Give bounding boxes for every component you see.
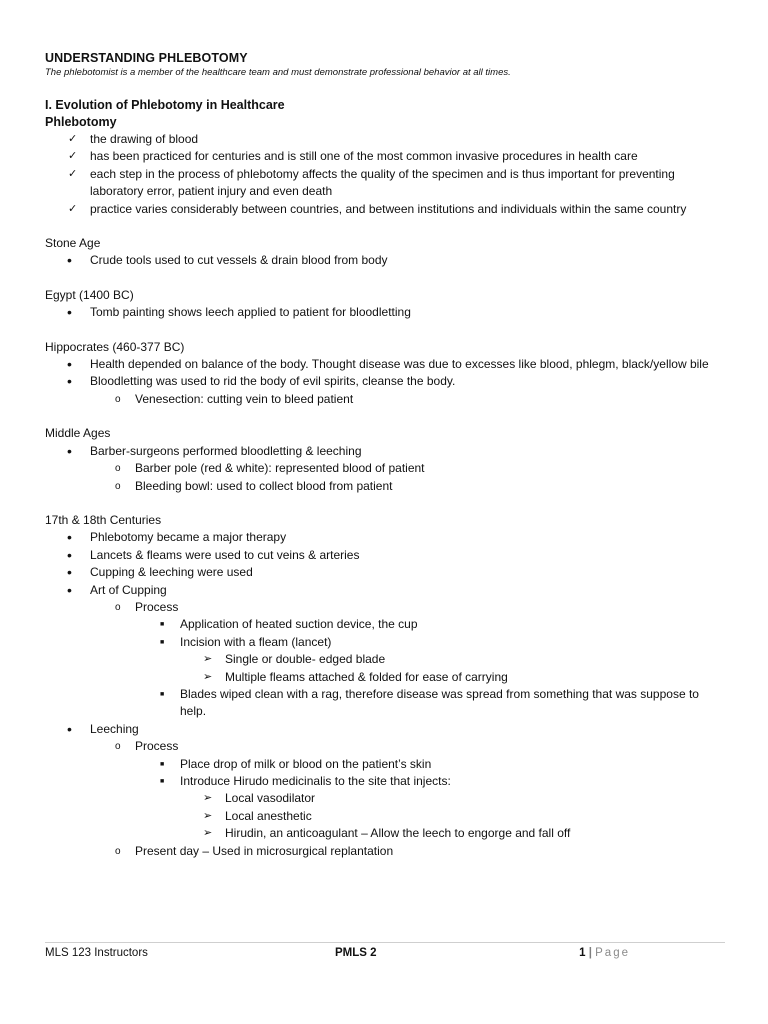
hollow-circle-icon: o: [115, 463, 121, 475]
arrow-bullet-icon: ➢: [203, 670, 213, 683]
list-item: • Leeching: [67, 720, 139, 737]
stone-age-heading: Stone Age: [45, 236, 101, 251]
checkmark-icon: ✓: [68, 202, 78, 215]
square-bullet-icon: ■: [160, 760, 165, 768]
list-item: ✓ each step in the process of phlebotomy affects the quality of the specimen and is thus important for preventing laboratory error, patient injury and even death: [68, 166, 675, 199]
egypt-heading: Egypt (1400 BC): [45, 287, 134, 302]
list-item: • Cupping & leeching were used: [67, 564, 253, 581]
footer-instructors: MLS 123 Instructors: [45, 947, 148, 959]
bullet-icon: •: [67, 304, 72, 321]
arrow-bullet-icon: ➢: [203, 792, 213, 805]
centuries-heading: 17th & 18th Centuries: [45, 512, 162, 527]
list-item: ➢ Local vasodilator: [45, 790, 725, 807]
list-item: • Phlebotomy became a major therapy: [67, 529, 287, 546]
bullet-icon: •: [67, 356, 72, 373]
bullet-icon: •: [67, 252, 72, 269]
arrow-bullet-icon: ➢: [203, 809, 213, 822]
list-item: ➢ Multiple fleams attached & folded for ease of carrying: [45, 669, 725, 686]
list-item: ■ Place drop of milk or blood on the patient’s skin: [45, 756, 725, 773]
list-item: ■ Application of heated suction device, the cup: [45, 616, 725, 633]
checkmark-icon: ✓: [68, 133, 78, 145]
bullet-icon: •: [67, 581, 72, 598]
footer-course: PMLS 2: [335, 947, 377, 959]
list-item: o Process: [45, 599, 725, 616]
list-item: o Present day – Used in microsurgical replantation: [45, 843, 725, 860]
section-heading: I. Evolution of Phlebotomy in Healthcare: [45, 98, 285, 112]
list-item: o Process: [45, 738, 725, 755]
list-item: • Health depended on balance of the body. Thought disease was due to excesses like blood, phlegm, black/yellow bile: [67, 356, 709, 373]
phlebotomy-subheading: Phlebotomy: [45, 115, 117, 129]
hollow-circle-icon: o: [115, 845, 121, 857]
stone-age-list: [45, 252, 725, 269]
square-bullet-icon: ■: [160, 638, 165, 646]
footer-page-indicator: [579, 947, 630, 959]
bullet-icon: •: [67, 529, 72, 546]
list-item: • Bloodletting was used to rid the body of evil spirits, cleanse the body.: [67, 373, 456, 390]
arrow-bullet-icon: ➢: [203, 827, 213, 840]
list-item: ➢ Single or double- edged blade: [45, 651, 725, 668]
bullet-icon: •: [67, 720, 72, 737]
bullet-icon: •: [67, 564, 72, 581]
list-item: • Art of Cupping: [67, 581, 167, 598]
phlebotomy-definition-list: [45, 131, 725, 218]
list-item: ✓ the drawing of blood: [45, 131, 725, 148]
list-item: ✓ practice varies considerably between countries, and between institutions and individuals within the same country: [45, 201, 725, 218]
hollow-circle-icon: o: [115, 393, 121, 405]
footer-separator: |: [588, 947, 592, 959]
arrow-bullet-icon: ➢: [203, 653, 213, 666]
bullet-icon: •: [67, 442, 72, 459]
list-item: • Tomb painting shows leech applied to patient for bloodletting: [67, 304, 411, 321]
list-item: o Barber pole (red & white): represented blood of patient: [45, 460, 725, 477]
middle-ages-heading: Middle Ages: [45, 426, 111, 441]
hollow-circle-icon: o: [115, 480, 121, 492]
bullet-icon: •: [67, 373, 72, 390]
bullet-icon: •: [67, 546, 72, 563]
list-item: o Venesection: cutting vein to bleed patient: [45, 391, 725, 408]
list-item: ➢ Hirudin, an anticoagulant – Allow the leech to engorge and fall off: [45, 825, 725, 842]
hippocrates-heading: Hippocrates (460-377 BC): [45, 339, 185, 354]
document-title: UNDERSTANDING PHLEBOTOMY: [45, 51, 248, 65]
hippocrates-list: [45, 356, 725, 408]
list-item: • Lancets & fleams were used to cut veins & arteries: [67, 546, 360, 563]
square-bullet-icon: ■: [160, 690, 165, 698]
list-item: ■ Blades wiped clean with a rag, therefore disease was spread from something that was suppose to help.: [160, 686, 699, 719]
middle-ages-list: [45, 443, 725, 495]
list-item: • Crude tools used to cut vessels & drain blood from body: [67, 252, 388, 269]
list-item: ➢ Local anesthetic: [45, 808, 725, 825]
checkmark-icon: ✓: [68, 167, 78, 180]
square-bullet-icon: ■: [160, 778, 165, 785]
hollow-circle-icon: o: [115, 601, 121, 613]
square-bullet-icon: ■: [160, 621, 165, 629]
page-content: [45, 50, 725, 860]
list-item: • Barber-surgeons performed bloodletting & leeching: [67, 442, 362, 459]
hollow-circle-icon: o: [115, 741, 121, 753]
centuries-list: [45, 529, 725, 860]
list-item: ✓ has been practiced for centuries and is still one of the most common invasive procedures in health care: [45, 148, 725, 165]
list-item: ■ Incision with a fleam (lancet): [45, 634, 725, 651]
page-number: 1: [579, 947, 586, 959]
egypt-list: [45, 304, 725, 321]
page-footer: [45, 942, 725, 963]
list-item: o Bleeding bowl: used to collect blood from patient: [45, 478, 725, 495]
document-subtitle: The phlebotomist is a member of the healthcare team and must demonstrate professional behavior at all times.: [45, 67, 511, 78]
page-label: Page: [595, 947, 630, 959]
checkmark-icon: ✓: [68, 150, 78, 163]
list-item: ■ Introduce Hirudo medicinalis to the site that injects:: [45, 773, 725, 790]
